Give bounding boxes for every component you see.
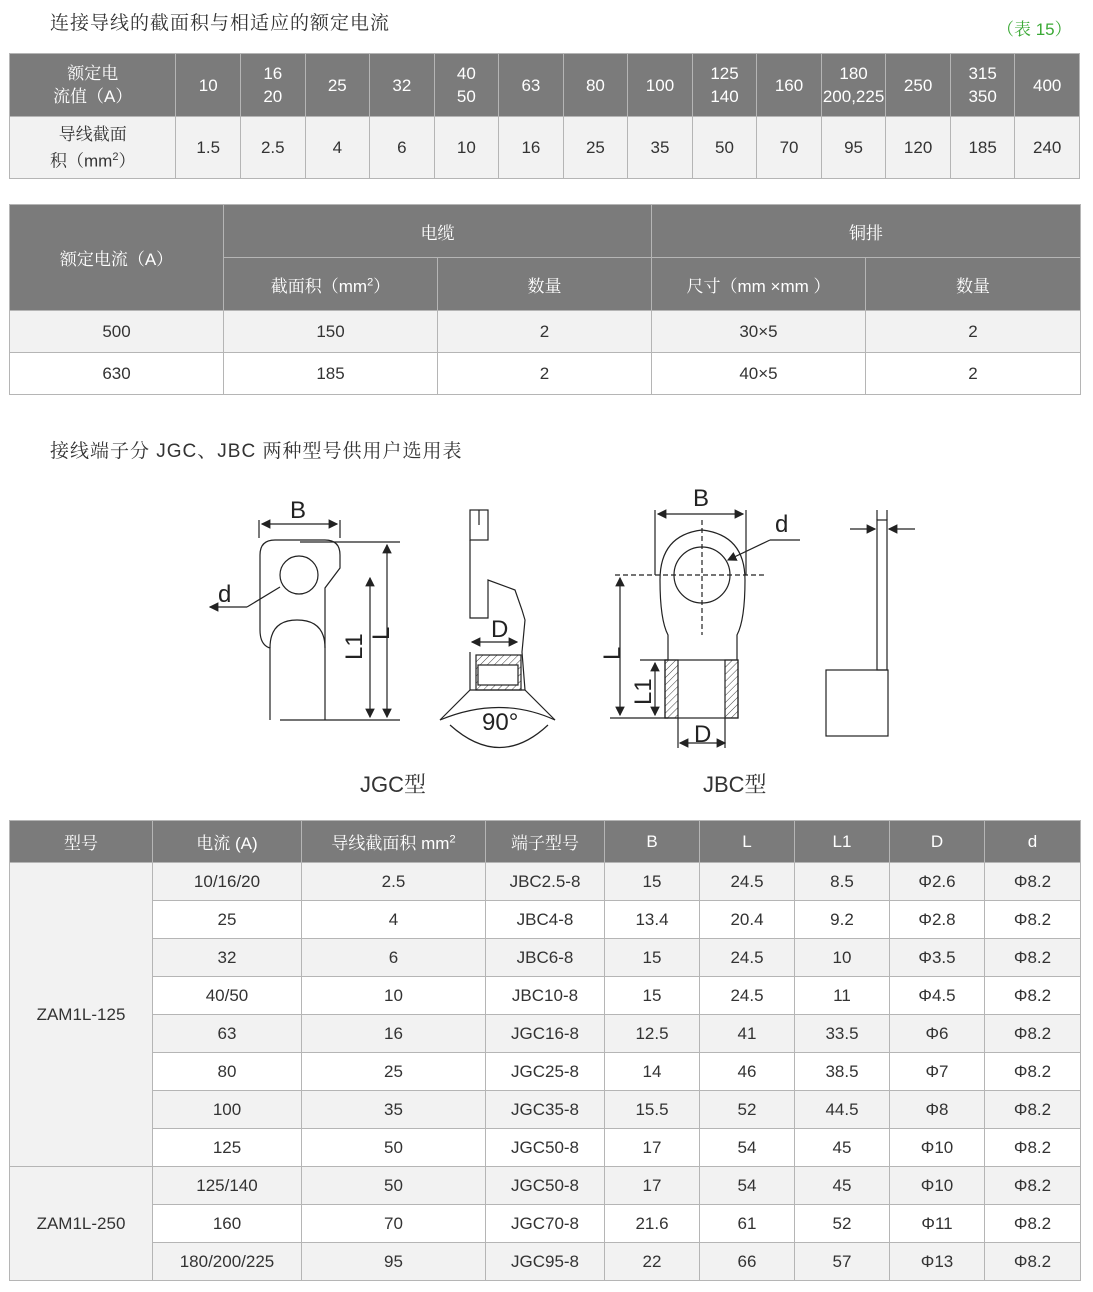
jgc-caption: JGC型 bbox=[360, 772, 427, 797]
cell-qty: 2 bbox=[438, 311, 652, 353]
current-cell bbox=[628, 54, 693, 117]
area-cell: 70 bbox=[757, 117, 822, 179]
table-cell: 160 bbox=[153, 1205, 302, 1243]
table-cell: 16 bbox=[302, 1015, 486, 1053]
current-cell bbox=[757, 54, 822, 117]
current-value: 140 bbox=[710, 87, 739, 106]
label-text: ） bbox=[118, 151, 136, 171]
section-title-1: 连接导线的截面积与相适应的额定电流 bbox=[50, 13, 391, 34]
current-cell bbox=[434, 54, 499, 117]
table-cell: 14 bbox=[605, 1053, 700, 1091]
label-l1: L1 bbox=[341, 633, 368, 660]
area-cell: 240 bbox=[1015, 117, 1080, 179]
jbc-caption: JBC型 bbox=[703, 772, 767, 797]
table-cell: 15 bbox=[605, 863, 700, 901]
table-cell: 24.5 bbox=[700, 977, 795, 1015]
current-cell bbox=[563, 54, 628, 117]
header-quantity-2: 数量 bbox=[866, 258, 1081, 311]
table-cell: 21.6 bbox=[605, 1205, 700, 1243]
table-cell: 66 bbox=[700, 1243, 795, 1281]
header-model: 型号 bbox=[10, 821, 153, 863]
table-cell: 100 bbox=[153, 1091, 302, 1129]
label-l1-jbc: L1 bbox=[630, 678, 657, 705]
table-cell: JGC25-8 bbox=[486, 1053, 605, 1091]
label-d-big: D bbox=[491, 616, 509, 643]
area-cell: 185 bbox=[950, 117, 1015, 179]
header-terminal: 端子型号 bbox=[486, 821, 605, 863]
table-cell: 6 bbox=[302, 939, 486, 977]
area-row bbox=[10, 117, 1080, 179]
row-label-line: 额定电 bbox=[67, 64, 119, 83]
current-value: 200,225 bbox=[822, 87, 885, 106]
table-cell: 15 bbox=[605, 977, 700, 1015]
table-cell: JBC2.5-8 bbox=[486, 863, 605, 901]
table-row bbox=[10, 977, 1081, 1015]
header-text: 截面积（mm bbox=[270, 276, 368, 296]
table-cell: 50 bbox=[302, 1129, 486, 1167]
current-value: 80 bbox=[585, 75, 605, 95]
table-cell: Φ8.2 bbox=[985, 1053, 1081, 1091]
table-cell: 25 bbox=[302, 1053, 486, 1091]
table-cell: Φ8.2 bbox=[985, 1015, 1081, 1053]
terminal-diagram bbox=[0, 480, 1093, 780]
current-value: 32 bbox=[392, 75, 412, 95]
table-row bbox=[10, 939, 1081, 977]
table-cell: 11 bbox=[795, 977, 890, 1015]
current-value: 125 bbox=[710, 64, 739, 83]
table-cell: JGC50-8 bbox=[486, 1167, 605, 1205]
current-value: 180 bbox=[839, 64, 868, 83]
row-label-area bbox=[10, 117, 176, 179]
table-cell: Φ10 bbox=[890, 1167, 985, 1205]
table-cell: Φ13 bbox=[890, 1243, 985, 1281]
area-cell: 120 bbox=[886, 117, 951, 179]
cell-area: 150 bbox=[224, 311, 438, 353]
table-cell: 45 bbox=[795, 1167, 890, 1205]
header-b: B bbox=[605, 821, 700, 863]
table-cell: Φ8.2 bbox=[985, 863, 1081, 901]
table-cell: 10 bbox=[795, 939, 890, 977]
table-cell: 20.4 bbox=[700, 901, 795, 939]
table-row bbox=[10, 901, 1081, 939]
table-cell: 2.5 bbox=[302, 863, 486, 901]
table-row bbox=[10, 1053, 1081, 1091]
current-row bbox=[10, 54, 1080, 117]
table-cell: 125/140 bbox=[153, 1167, 302, 1205]
table-cell: 17 bbox=[605, 1167, 700, 1205]
area-cell: 50 bbox=[692, 117, 757, 179]
table-cell: 33.5 bbox=[795, 1015, 890, 1053]
table-cell: 50 bbox=[302, 1167, 486, 1205]
area-cell: 6 bbox=[370, 117, 435, 179]
label-b-jbc: B bbox=[693, 485, 710, 512]
table-cell: Φ3.5 bbox=[890, 939, 985, 977]
table-row bbox=[10, 1091, 1081, 1129]
current-value: 20 bbox=[263, 87, 283, 106]
table-cell: Φ8.2 bbox=[985, 901, 1081, 939]
table-cell: 9.2 bbox=[795, 901, 890, 939]
table-cell: 54 bbox=[700, 1167, 795, 1205]
cell-area: 185 bbox=[224, 353, 438, 395]
table-cell: 46 bbox=[700, 1053, 795, 1091]
table-cell: 8.5 bbox=[795, 863, 890, 901]
header-busbar: 铜排 bbox=[652, 205, 1081, 258]
table-cell: Φ8.2 bbox=[985, 1091, 1081, 1129]
table-cell: 80 bbox=[153, 1053, 302, 1091]
table-cell: 180/200/225 bbox=[153, 1243, 302, 1281]
current-cell bbox=[1015, 54, 1080, 117]
table-cell: Φ8.2 bbox=[985, 977, 1081, 1015]
table-cell: 125 bbox=[153, 1129, 302, 1167]
table-row bbox=[10, 1129, 1081, 1167]
header-d-small: d bbox=[985, 821, 1081, 863]
header-text: 导线截面积 mm bbox=[331, 834, 450, 853]
label-d-small: d bbox=[218, 581, 232, 608]
area-cell: 4 bbox=[305, 117, 370, 179]
current-cell bbox=[241, 54, 306, 117]
table-cell: 52 bbox=[795, 1205, 890, 1243]
table-cell: 54 bbox=[700, 1129, 795, 1167]
current-cell bbox=[821, 54, 886, 117]
header-cable: 电缆 bbox=[224, 205, 652, 258]
table-cell: Φ7 bbox=[890, 1053, 985, 1091]
table-cell: 57 bbox=[795, 1243, 890, 1281]
table-row bbox=[10, 1015, 1081, 1053]
superscript: 2 bbox=[367, 275, 374, 288]
current-value: 25 bbox=[327, 75, 347, 95]
area-cell: 35 bbox=[628, 117, 693, 179]
current-cell bbox=[692, 54, 757, 117]
model-cell: ZAM1L-125 bbox=[10, 863, 153, 1167]
table-cell: 61 bbox=[700, 1205, 795, 1243]
table-cell: Φ8.2 bbox=[985, 939, 1081, 977]
table-cell: 12.5 bbox=[605, 1015, 700, 1053]
area-cell: 1.5 bbox=[176, 117, 241, 179]
current-value: 63 bbox=[521, 75, 541, 95]
header-wire-area bbox=[302, 821, 486, 863]
label-text: 积（mm bbox=[50, 151, 113, 171]
label-d-small-jbc: d bbox=[775, 511, 789, 538]
table-cell: Φ6 bbox=[890, 1015, 985, 1053]
current-value: 160 bbox=[774, 75, 804, 95]
table-cell: 52 bbox=[700, 1091, 795, 1129]
cell-qty: 2 bbox=[438, 353, 652, 395]
header-l1: L1 bbox=[795, 821, 890, 863]
table-row bbox=[10, 1243, 1081, 1281]
table-number-tag: （表 15） bbox=[997, 20, 1072, 39]
table-cell: 38.5 bbox=[795, 1053, 890, 1091]
table-cell: JGC35-8 bbox=[486, 1091, 605, 1129]
table-cell: 17 bbox=[605, 1129, 700, 1167]
table-body bbox=[10, 863, 1081, 1281]
table-cell: JBC10-8 bbox=[486, 977, 605, 1015]
area-cell: 25 bbox=[563, 117, 628, 179]
table-cell: Φ4.5 bbox=[890, 977, 985, 1015]
header-l: L bbox=[700, 821, 795, 863]
current-cell bbox=[370, 54, 435, 117]
cell-qty2: 2 bbox=[866, 353, 1081, 395]
table-cell: 4 bbox=[302, 901, 486, 939]
table-row bbox=[10, 353, 1081, 395]
table-cell: 25 bbox=[153, 901, 302, 939]
header-area bbox=[224, 258, 438, 311]
cell-size: 40×5 bbox=[652, 353, 866, 395]
superscript: 2 bbox=[449, 833, 456, 846]
header-d-big: D bbox=[890, 821, 985, 863]
table-cell: 35 bbox=[302, 1091, 486, 1129]
current-cell bbox=[886, 54, 951, 117]
table-cell: 44.5 bbox=[795, 1091, 890, 1129]
table-cell: 63 bbox=[153, 1015, 302, 1053]
table-cell: 24.5 bbox=[700, 863, 795, 901]
current-value: 40 bbox=[456, 64, 476, 83]
model-cell: ZAM1L-250 bbox=[10, 1167, 153, 1281]
table-cell: 24.5 bbox=[700, 939, 795, 977]
table-cell: 45 bbox=[795, 1129, 890, 1167]
table-cell: JBC4-8 bbox=[486, 901, 605, 939]
table-cell: JGC70-8 bbox=[486, 1205, 605, 1243]
table-cell: 10/16/20 bbox=[153, 863, 302, 901]
label-l-jbc: L bbox=[599, 646, 626, 660]
header-rated-current: 额定电流（A） bbox=[10, 205, 224, 311]
current-cell bbox=[176, 54, 241, 117]
table-cell: JBC6-8 bbox=[486, 939, 605, 977]
terminal-selection-table bbox=[9, 820, 1081, 1281]
large-current-table bbox=[9, 204, 1081, 395]
current-value: 50 bbox=[456, 87, 476, 106]
area-cell: 95 bbox=[821, 117, 886, 179]
row-label-line bbox=[10, 146, 175, 173]
superscript: 2 bbox=[112, 150, 119, 163]
header-text: ） bbox=[373, 276, 391, 296]
table-cell: Φ10 bbox=[890, 1129, 985, 1167]
current-value: 100 bbox=[645, 75, 675, 95]
current-value: 10 bbox=[198, 75, 218, 95]
table-cell: 95 bbox=[302, 1243, 486, 1281]
current-cell bbox=[499, 54, 564, 117]
header-row bbox=[10, 821, 1081, 863]
table-cell: Φ2.6 bbox=[890, 863, 985, 901]
row-label-current bbox=[10, 54, 176, 117]
table-row bbox=[10, 1167, 1081, 1205]
section-title-2: 接线端子分 JGC、JBC 两种型号供用户选用表 bbox=[50, 441, 463, 462]
area-cell: 10 bbox=[434, 117, 499, 179]
table-cell: 32 bbox=[153, 939, 302, 977]
table-cell: Φ8.2 bbox=[985, 1167, 1081, 1205]
row-label-line: 导线截面 bbox=[58, 124, 127, 144]
table-cell: Φ8.2 bbox=[985, 1205, 1081, 1243]
area-cell: 16 bbox=[499, 117, 564, 179]
current-value: 400 bbox=[1033, 75, 1062, 95]
cell-qty2: 2 bbox=[866, 311, 1081, 353]
table-cell: JGC50-8 bbox=[486, 1129, 605, 1167]
table-cell: 15.5 bbox=[605, 1091, 700, 1129]
label-b: B bbox=[290, 497, 307, 524]
table-row bbox=[10, 311, 1081, 353]
table-cell: Φ8 bbox=[890, 1091, 985, 1129]
table-row bbox=[10, 863, 1081, 901]
row-label-line: 流值（A） bbox=[53, 87, 133, 106]
cell-current: 630 bbox=[10, 353, 224, 395]
label-angle: 90° bbox=[482, 709, 519, 736]
current-value: 315 bbox=[968, 64, 997, 83]
table-cell: 40/50 bbox=[153, 977, 302, 1015]
area-cell: 2.5 bbox=[241, 117, 306, 179]
header-size: 尺寸（mm ×mm ） bbox=[652, 258, 866, 311]
header-current: 电流 (A) bbox=[153, 821, 302, 863]
table-cell: Φ8.2 bbox=[985, 1129, 1081, 1167]
table-cell: JGC95-8 bbox=[486, 1243, 605, 1281]
table-cell: 70 bbox=[302, 1205, 486, 1243]
table-cell: 41 bbox=[700, 1015, 795, 1053]
label-d-big-jbc: D bbox=[694, 721, 712, 748]
cell-current: 500 bbox=[10, 311, 224, 353]
current-value: 350 bbox=[968, 87, 997, 106]
table-cell: 15 bbox=[605, 939, 700, 977]
table-cell: 22 bbox=[605, 1243, 700, 1281]
table-cell: 13.4 bbox=[605, 901, 700, 939]
current-area-table bbox=[9, 53, 1080, 179]
current-cell bbox=[305, 54, 370, 117]
table-cell: 10 bbox=[302, 977, 486, 1015]
table-cell: Φ2.8 bbox=[890, 901, 985, 939]
current-value: 16 bbox=[263, 64, 283, 83]
current-cell bbox=[950, 54, 1015, 117]
table-cell: Φ8.2 bbox=[985, 1243, 1081, 1281]
header-quantity: 数量 bbox=[438, 258, 652, 311]
cell-size: 30×5 bbox=[652, 311, 866, 353]
current-value: 250 bbox=[903, 75, 933, 95]
table-cell: JGC16-8 bbox=[486, 1015, 605, 1053]
label-l: L bbox=[368, 626, 395, 640]
table-row bbox=[10, 1205, 1081, 1243]
table-cell: Φ11 bbox=[890, 1205, 985, 1243]
